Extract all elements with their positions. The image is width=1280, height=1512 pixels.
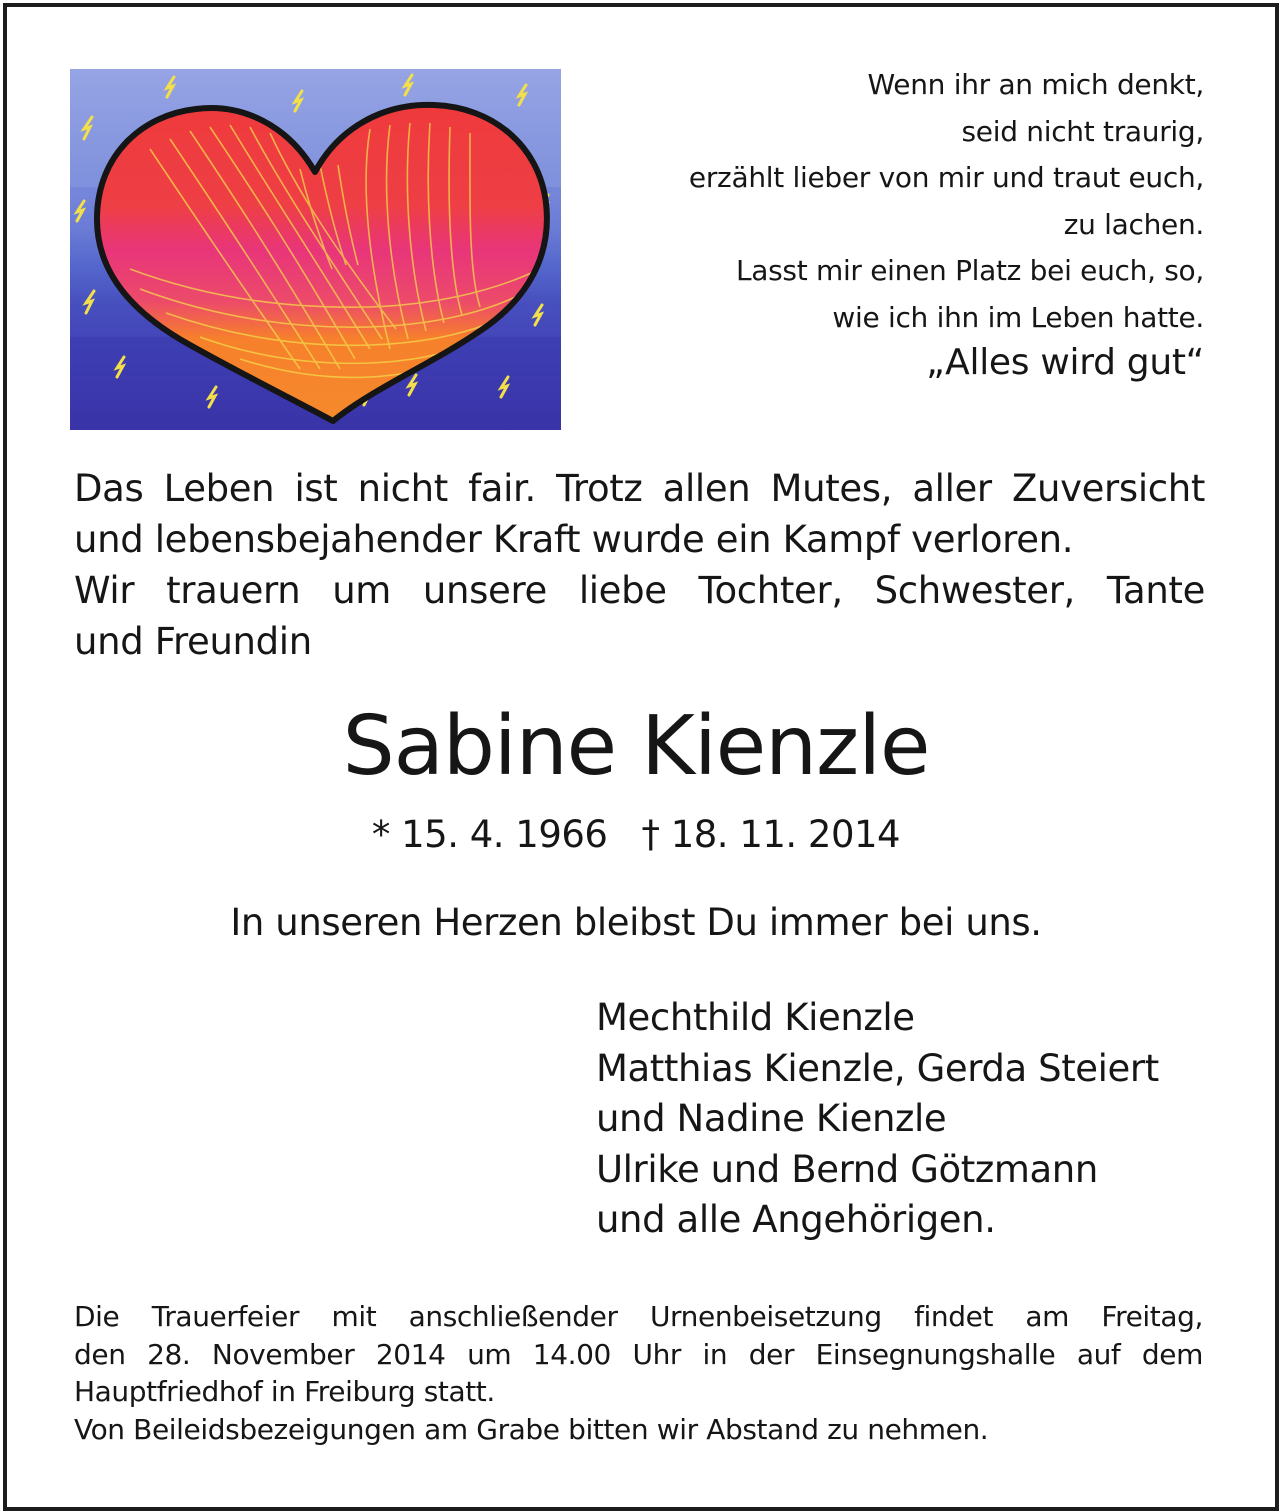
- intro-line: und Freundin: [74, 620, 312, 663]
- mourner-line: Ulrike und Bernd Götzmann: [596, 1147, 1098, 1191]
- mourner-line: und Nadine Kienzle: [596, 1097, 947, 1140]
- poem-line: wie ich ihn im Leben hatte.: [832, 300, 1204, 334]
- mourner-line: und alle Angehörigen.: [596, 1198, 996, 1241]
- poem-motto: „Alles wird gut“: [926, 342, 1204, 383]
- mourners-list: [596, 993, 1236, 1246]
- intro-text: [74, 463, 1205, 667]
- poem-line: zu lachen.: [1063, 207, 1204, 241]
- deceased-name: Sabine Kienzle: [342, 699, 930, 794]
- remembrance-line: In unseren Herzen bleibst Du immer bei uns.: [230, 901, 1042, 944]
- mourner-line: Mechthild Kienzle: [596, 996, 915, 1039]
- notice-line: den 28. November 2014 um 14.00 Uhr in der Einsegnungshalle auf dem: [74, 1337, 1203, 1371]
- poem-line: seid nicht traurig,: [961, 114, 1204, 148]
- intro-line: Das Leben ist nicht fair. Trotz allen Mutes, aller Zuversicht: [74, 467, 1205, 510]
- heart-painting-icon: [70, 69, 561, 430]
- birth-date: * 15. 4. 1966: [371, 813, 608, 856]
- notice-line: Von Beileidsbezeigungen am Grabe bitten wir Abstand zu nehmen.: [74, 1412, 989, 1446]
- poem-line: Wenn ihr an mich denkt,: [867, 68, 1204, 101]
- intro-line: Wir trauern um unsere liebe Tochter, Schwester, Tante: [74, 569, 1205, 612]
- life-dates: [0, 810, 1272, 860]
- funeral-notice: [74, 1298, 1203, 1448]
- intro-line: und lebensbejahender Kraft wurde ein Kampf verloren.: [74, 518, 1074, 561]
- poem: [580, 62, 1204, 385]
- notice-line: Die Trauerfeier mit anschließender Urnenbeisetzung findet am Freitag,: [74, 1300, 1203, 1333]
- mourner-line: Matthias Kienzle, Gerda Steiert: [596, 1046, 1159, 1090]
- death-date: † 18. 11. 2014: [641, 813, 901, 856]
- poem-line: Lasst mir einen Platz bei euch, so,: [735, 254, 1204, 287]
- poem-line: erzählt lieber von mir und traut euch,: [688, 161, 1204, 194]
- notice-line: Hauptfriedhof in Freiburg statt.: [74, 1375, 495, 1408]
